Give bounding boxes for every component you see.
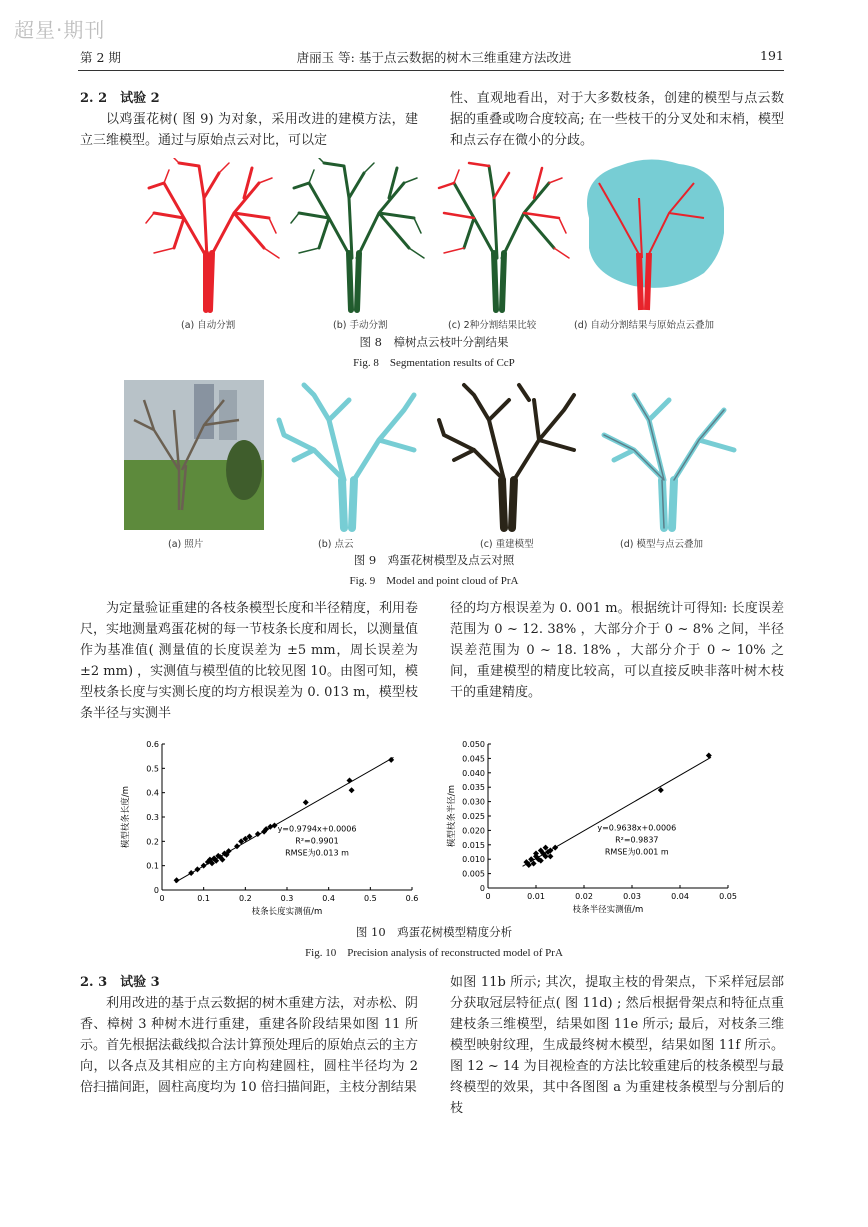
section-heading-2-3: 2. 3 试验 3 — [80, 975, 160, 990]
x-tick-label: 0.04 — [671, 892, 689, 901]
data-point — [552, 845, 558, 851]
x-tick-label: 0.2 — [238, 894, 252, 903]
data-point — [347, 778, 353, 784]
y-tick-label: 0.005 — [462, 869, 485, 879]
running-title: 唐丽玉 等: 基于点云数据的树木三维重建方法改进 — [296, 50, 572, 65]
header-rule — [78, 70, 784, 71]
y-tick-label: 0.015 — [462, 840, 485, 850]
figure-9-image — [124, 380, 744, 548]
annotation: R²=0.9837 — [615, 835, 659, 845]
paragraph: 如图 11b 所示; 其次，提取主枝的骨架点，下采样冠层部分获取冠层特征点( 图 11d) ; 然后根据骨架点和特征点重建枝条三维模型，结果如图 11e 所示; 最后，对枝条三维模型映射纹理，生成最终树木模型，结果如图 11f 所示。图 12 ~ 14 为目视检查的方法比较重建后的枝条模型与最终模型的效果，其中各图图 a 为重建枝条模型与分割后的枝 — [450, 975, 784, 1116]
x-tick-label: 0 — [159, 894, 165, 903]
paragraph: 径的均方根误差为 0. 001 m。根据统计可得知: 长度误差范围为 0 ~ 12. 38% ，大部分介于 0 ~ 8% 之间，半径误差范围为 0 ~ 18. 18% ，大部分介于 0 ~ 10% 之间，重建模型的精度比较高，可以直接反映非落叶树木枝干的重建精度。 — [450, 601, 784, 700]
paragraph: 为定量验证重建的各枝条模型长度和半径精度，利用卷尺，实地测量鸡蛋花树的每一节枝条长度和周长，以测量值作为基准值( 测量值的长度误差为 ±5 mm，周长误差为 ±2 mm) ，实测值与模型值的比较见图 10。由图可知，模型枝条长度与实测长度的均方根误差为 0. 013 m，模型枝条半径与实测半 — [80, 601, 419, 721]
x-tick-label: 0 — [485, 892, 491, 901]
x-tick-label: 0.3 — [280, 894, 294, 903]
tree-red-auto-segmentation — [146, 158, 279, 310]
y-tick-label: 0.6 — [146, 740, 159, 749]
tree-point-cloud — [279, 385, 414, 528]
x-axis-label: 枝条长度实测值/m — [251, 907, 323, 917]
fig10-caption-cn: 图 10 鸡蛋花树模型精度分析 — [355, 925, 513, 939]
figure-9 — [124, 380, 744, 548]
fig8-sub-d: (d) 自动分割结果与原始点云叠加 — [574, 320, 714, 331]
x-tick-label: 0.5 — [363, 894, 377, 903]
fig9-sub-a: (a) 照片 — [168, 539, 204, 550]
tree-photo — [124, 380, 264, 530]
paragraph: 利用改进的基于点云数据的树木重建方法，对赤松、阴香、樟树 3 种树木进行重建，重建各阶段结果如图 11 所示。首先根据法截线拟合法计算预处理后的原始点云的主方向，以各点及其相应的主方向构建圆柱，圆柱半径均为 2 倍扫描间距，圆柱高度均为 10 倍扫描间距，主枝分割结果 — [80, 996, 419, 1095]
annotation: RMSE为0.013 m — [285, 848, 349, 858]
left-column-bottom — [80, 972, 418, 1098]
annotation: y=0.9794x+0.0006 — [277, 824, 357, 834]
fig8-sub-c: (c) 2种分割结果比较 — [448, 320, 537, 331]
x-tick-label: 0.4 — [322, 894, 336, 903]
y-tick-label: 0.4 — [146, 788, 159, 798]
fig9-sub-b: (b) 点云 — [318, 539, 354, 550]
right-column-top — [450, 88, 784, 151]
annotation: y=0.9638x+0.0006 — [597, 823, 677, 833]
y-tick-label: 0.2 — [146, 837, 159, 847]
x-tick-label: 0.1 — [197, 894, 211, 903]
fig9-caption-en: Fig. 9 Model and point cloud of PrA — [349, 575, 519, 587]
y-tick-label: 0 — [479, 884, 485, 893]
right-column-bottom — [450, 972, 784, 1119]
y-tick-label: 0.040 — [462, 768, 485, 778]
x-axis-label: 枝条半径实测值/m — [572, 905, 644, 915]
issue-number: 第 2 期 — [80, 50, 121, 65]
fig8-sub-b: (b) 手动分割 — [333, 320, 388, 331]
paragraph: 性、直观地看出，对于大多数枝条，创建的模型与点云数据的重叠或吻合度较高; 在一些枝干的分叉处和末梢，模型和点云存在微小的分歧。 — [450, 91, 784, 148]
chart-length-scatter — [110, 736, 440, 921]
annotation: RMSE为0.001 m — [604, 847, 669, 857]
annotation: R²=0.9901 — [295, 836, 339, 846]
y-tick-label: 0.045 — [462, 754, 485, 764]
y-tick-label: 0 — [153, 886, 159, 895]
x-tick-label: 0.03 — [623, 892, 641, 901]
y-axis-label: 模型枝条长度/m — [121, 785, 131, 849]
right-column-middle — [450, 598, 784, 703]
tree-green-manual-segmentation — [291, 158, 424, 310]
data-point — [194, 866, 200, 872]
tree-overlay-point-cloud — [587, 159, 724, 310]
fig9-sub-c: (c) 重建模型 — [480, 539, 534, 550]
fig9-sub-d: (d) 模型与点云叠加 — [620, 539, 703, 550]
figure-8 — [144, 158, 724, 328]
data-point — [188, 870, 194, 876]
paragraph: 以鸡蛋花树( 图 9) 为对象，采用改进的建模方法，建立三维模型。通过与原始点云对比，可以定 — [80, 112, 418, 148]
left-column-middle — [80, 598, 418, 724]
figure-8-image — [144, 158, 724, 328]
y-tick-label: 0.010 — [462, 855, 485, 865]
y-tick-label: 0.030 — [462, 797, 485, 807]
y-tick-label: 0.1 — [146, 861, 159, 871]
y-axis-label: 模型枝条半径/m — [447, 784, 457, 848]
y-tick-label: 0.050 — [462, 740, 485, 749]
page-number: 191 — [760, 48, 784, 63]
fig8-sub-a: (a) 自动分割 — [181, 320, 236, 331]
tree-comparison — [439, 163, 569, 310]
y-tick-label: 0.5 — [146, 764, 159, 774]
fig10-caption-en: Fig. 10 Precision analysis of reconstructed model of PrA — [305, 947, 563, 959]
y-tick-label: 0.025 — [462, 812, 485, 821]
left-column-top — [80, 88, 418, 151]
x-tick-label: 0.02 — [575, 892, 593, 901]
data-point — [174, 877, 180, 883]
data-point — [349, 787, 355, 793]
watermark-logo: 超星·期刊 — [14, 18, 106, 42]
section-heading-2-2: 2. 2 试验 2 — [80, 91, 160, 106]
tree-reconstructed-model — [439, 385, 574, 528]
y-tick-label: 0.020 — [462, 826, 485, 836]
x-tick-label: 0.01 — [527, 892, 545, 901]
fig8-caption-cn: 图 8 樟树点云枝叶分割结果 — [359, 335, 509, 349]
fig9-caption-cn: 图 9 鸡蛋花树模型及点云对照 — [353, 553, 515, 567]
x-tick-label: 0.6 — [405, 894, 419, 903]
tree-model-overlay — [604, 395, 734, 528]
chart-radius-scatter — [430, 736, 750, 921]
y-tick-label: 0.035 — [462, 783, 485, 793]
y-tick-label: 0.3 — [146, 813, 159, 822]
x-tick-label: 0.05 — [719, 892, 737, 901]
fig8-caption-en: Fig. 8 Segmentation results of CcP — [353, 357, 515, 369]
data-point — [303, 799, 309, 805]
